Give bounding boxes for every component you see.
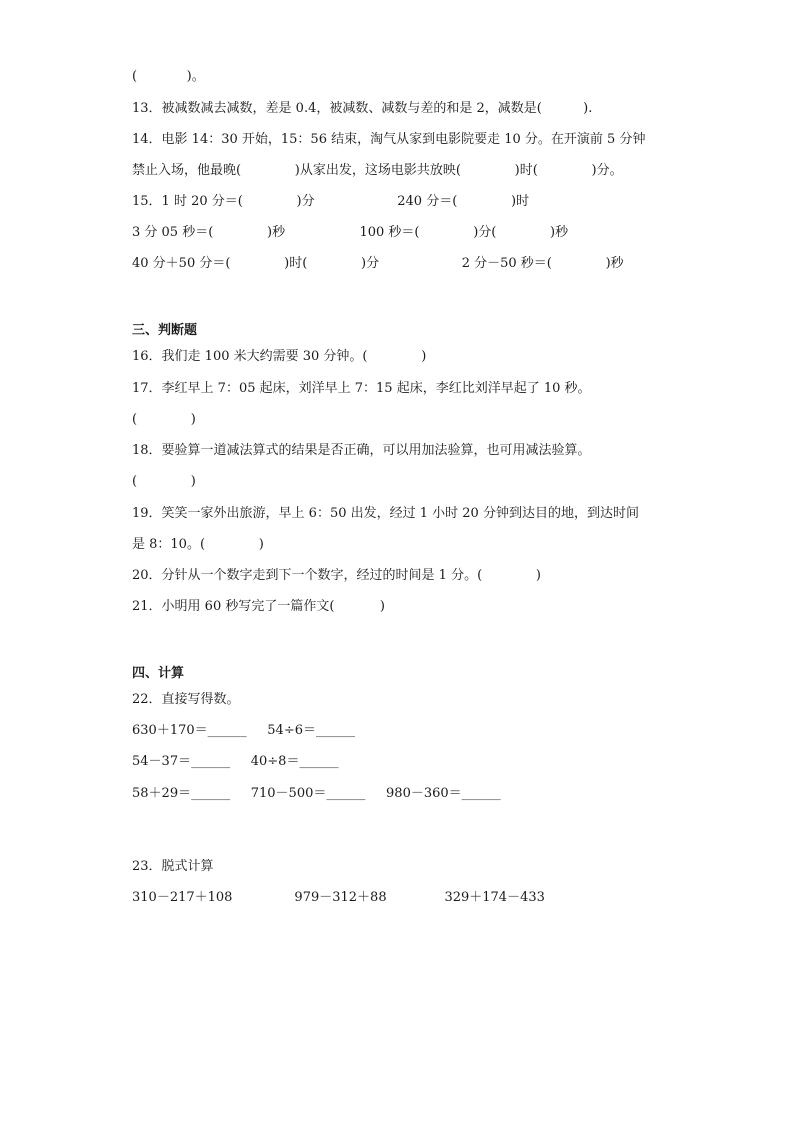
question-16: 16．我们走 100 米大约需要 30 分钟。( )	[132, 349, 427, 364]
question-18-line1: 18．要验算一道减法算式的结果是否正确，可以用加法验算，也可用减法验算。	[132, 443, 591, 458]
question-22-row1: 630＋170＝______ 54÷6＝______	[132, 723, 355, 738]
question-20: 20．分针从一个数字走到下一个数字，经过的时间是 1 分。( )	[132, 568, 541, 583]
section-3-heading: 三、判断题	[132, 323, 198, 338]
question-13: 13．被减数减去减数，差是 0.4，被减数、减数与差的和是 2，减数是( ).	[132, 101, 593, 116]
question-15-line2: 3 分 05 秒＝( )秒 100 秒＝( )分( )秒	[132, 225, 569, 240]
question-23: 23．脱式计算	[132, 859, 214, 874]
answer-blank-continuation: ( )。	[132, 69, 205, 84]
question-18-line2: ( )	[132, 474, 196, 489]
question-17-line2: ( )	[132, 412, 196, 427]
section-4-heading: 四、计算	[132, 666, 185, 681]
question-23-expressions: 310－217＋108 979－312＋88 329＋174－433	[132, 890, 545, 905]
question-15-line1: 15．1 时 20 分＝( )分 240 分＝( )时	[132, 194, 530, 209]
question-19-line1: 19．笑笑一家外出旅游，早上 6：50 出发，经过 1 小时 20 分钟到达目的地，到达时间	[132, 506, 639, 521]
question-22-row2: 54－37＝______ 40÷8＝______	[132, 754, 339, 769]
question-14-line1: 14．电影 14：30 开始，15：56 结束，淘气从家到电影院要走 10 分。在开演前 5 分钟	[132, 132, 646, 147]
question-19-line2: 是 8：10。( )	[132, 537, 264, 552]
question-22: 22．直接写得数。	[132, 692, 240, 707]
question-14-line2: 禁止入场，他最晚( )从家出发，这场电影共放映( )时( )分。	[132, 163, 623, 178]
question-22-row3: 58＋29＝______ 710－500＝______ 980－360＝______	[132, 786, 501, 801]
question-17-line1: 17．李红早上 7：05 起床，刘洋早上 7：15 起床，李红比刘洋早起了 10 秒。	[132, 381, 591, 396]
question-15-line3: 40 分＋50 分＝( )时( )分 2 分－50 秒＝( )秒	[132, 256, 624, 271]
question-21: 21．小明用 60 秒写完了一篇作文( )	[132, 599, 385, 614]
